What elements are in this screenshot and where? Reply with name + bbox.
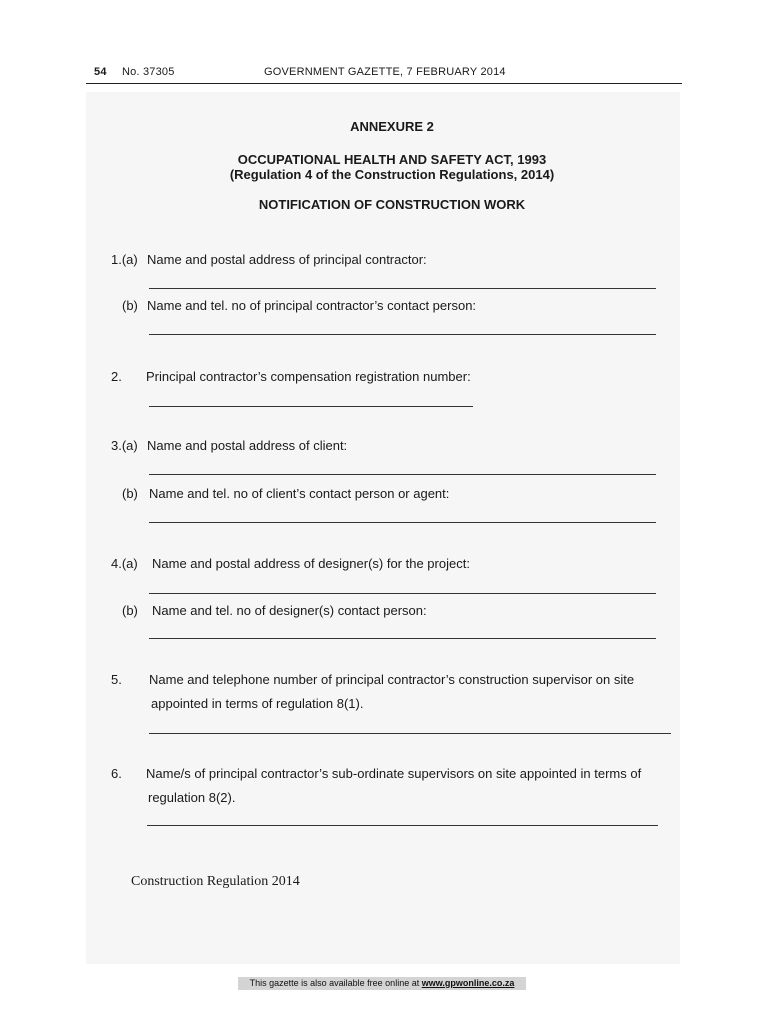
item-3b-number: (b) [122, 486, 138, 501]
item-2-answer-line[interactable] [149, 406, 473, 407]
item-6-label-line-1: Name/s of principal contractor’s sub-ordinate supervisors on site appointed in terms of [146, 766, 642, 781]
item-3b-answer-line[interactable] [149, 522, 656, 523]
item-3a-answer-line[interactable] [149, 474, 656, 475]
page-number: 54 [94, 66, 107, 78]
gazette-number: No. 37305 [122, 66, 175, 78]
item-1b-label: Name and tel. no of principal contractor’s contact person: [147, 298, 477, 313]
item-1a-label: Name and postal address of principal contractor: [147, 252, 427, 267]
scanned-page-area [86, 92, 680, 964]
item-2-label: Principal contractor’s compensation registration number: [146, 369, 471, 384]
item-4a-number: 4.(a) [111, 556, 138, 571]
footer-text: This gazette is also available free online at [249, 978, 422, 988]
item-1b-answer-line[interactable] [149, 334, 656, 335]
gazette-header [94, 66, 684, 82]
item-1b-number: (b) [122, 298, 138, 313]
item-5-label-line-1: Name and telephone number of principal contractor’s construction supervisor on site [149, 672, 635, 687]
header-divider [86, 83, 682, 84]
item-3a-label: Name and postal address of client: [147, 438, 348, 453]
gazette-footer [238, 977, 526, 990]
item-5-number: 5. [111, 672, 122, 687]
item-4a-label: Name and postal address of designer(s) for the project: [152, 556, 470, 571]
item-4b-label: Name and tel. no of designer(s) contact person: [152, 603, 427, 618]
item-4a-answer-line[interactable] [149, 593, 656, 594]
item-6-number: 6. [111, 766, 122, 781]
form-title: NOTIFICATION OF CONSTRUCTION WORK [258, 197, 526, 212]
item-4b-answer-line[interactable] [149, 638, 656, 639]
regulation-footer-note: Construction Regulation 2014 [131, 874, 300, 889]
item-2-number: 2. [111, 369, 122, 384]
item-3b-label: Name and tel. no of client’s contact person or agent: [149, 486, 450, 501]
item-5-label-line-2: appointed in terms of regulation 8(1). [151, 696, 364, 711]
annexure-heading: ANNEXURE 2 [350, 119, 434, 134]
item-6-label-line-2: regulation 8(2). [148, 790, 236, 805]
item-5-answer-line[interactable] [149, 733, 671, 734]
regulation-reference: (Regulation 4 of the Construction Regulations, 2014) [229, 167, 555, 182]
gazette-title: GOVERNMENT GAZETTE, 7 FEBRUARY 2014 [264, 66, 506, 78]
item-4b-number: (b) [122, 603, 138, 618]
item-1a-number: 1.(a) [111, 252, 138, 267]
item-3a-number: 3.(a) [111, 438, 138, 453]
footer-website-link[interactable]: www.gpwonline.co.za [421, 978, 515, 988]
item-6-answer-line[interactable] [147, 825, 658, 826]
item-1a-answer-line[interactable] [149, 288, 656, 289]
act-title: OCCUPATIONAL HEALTH AND SAFETY ACT, 1993 [237, 152, 547, 167]
